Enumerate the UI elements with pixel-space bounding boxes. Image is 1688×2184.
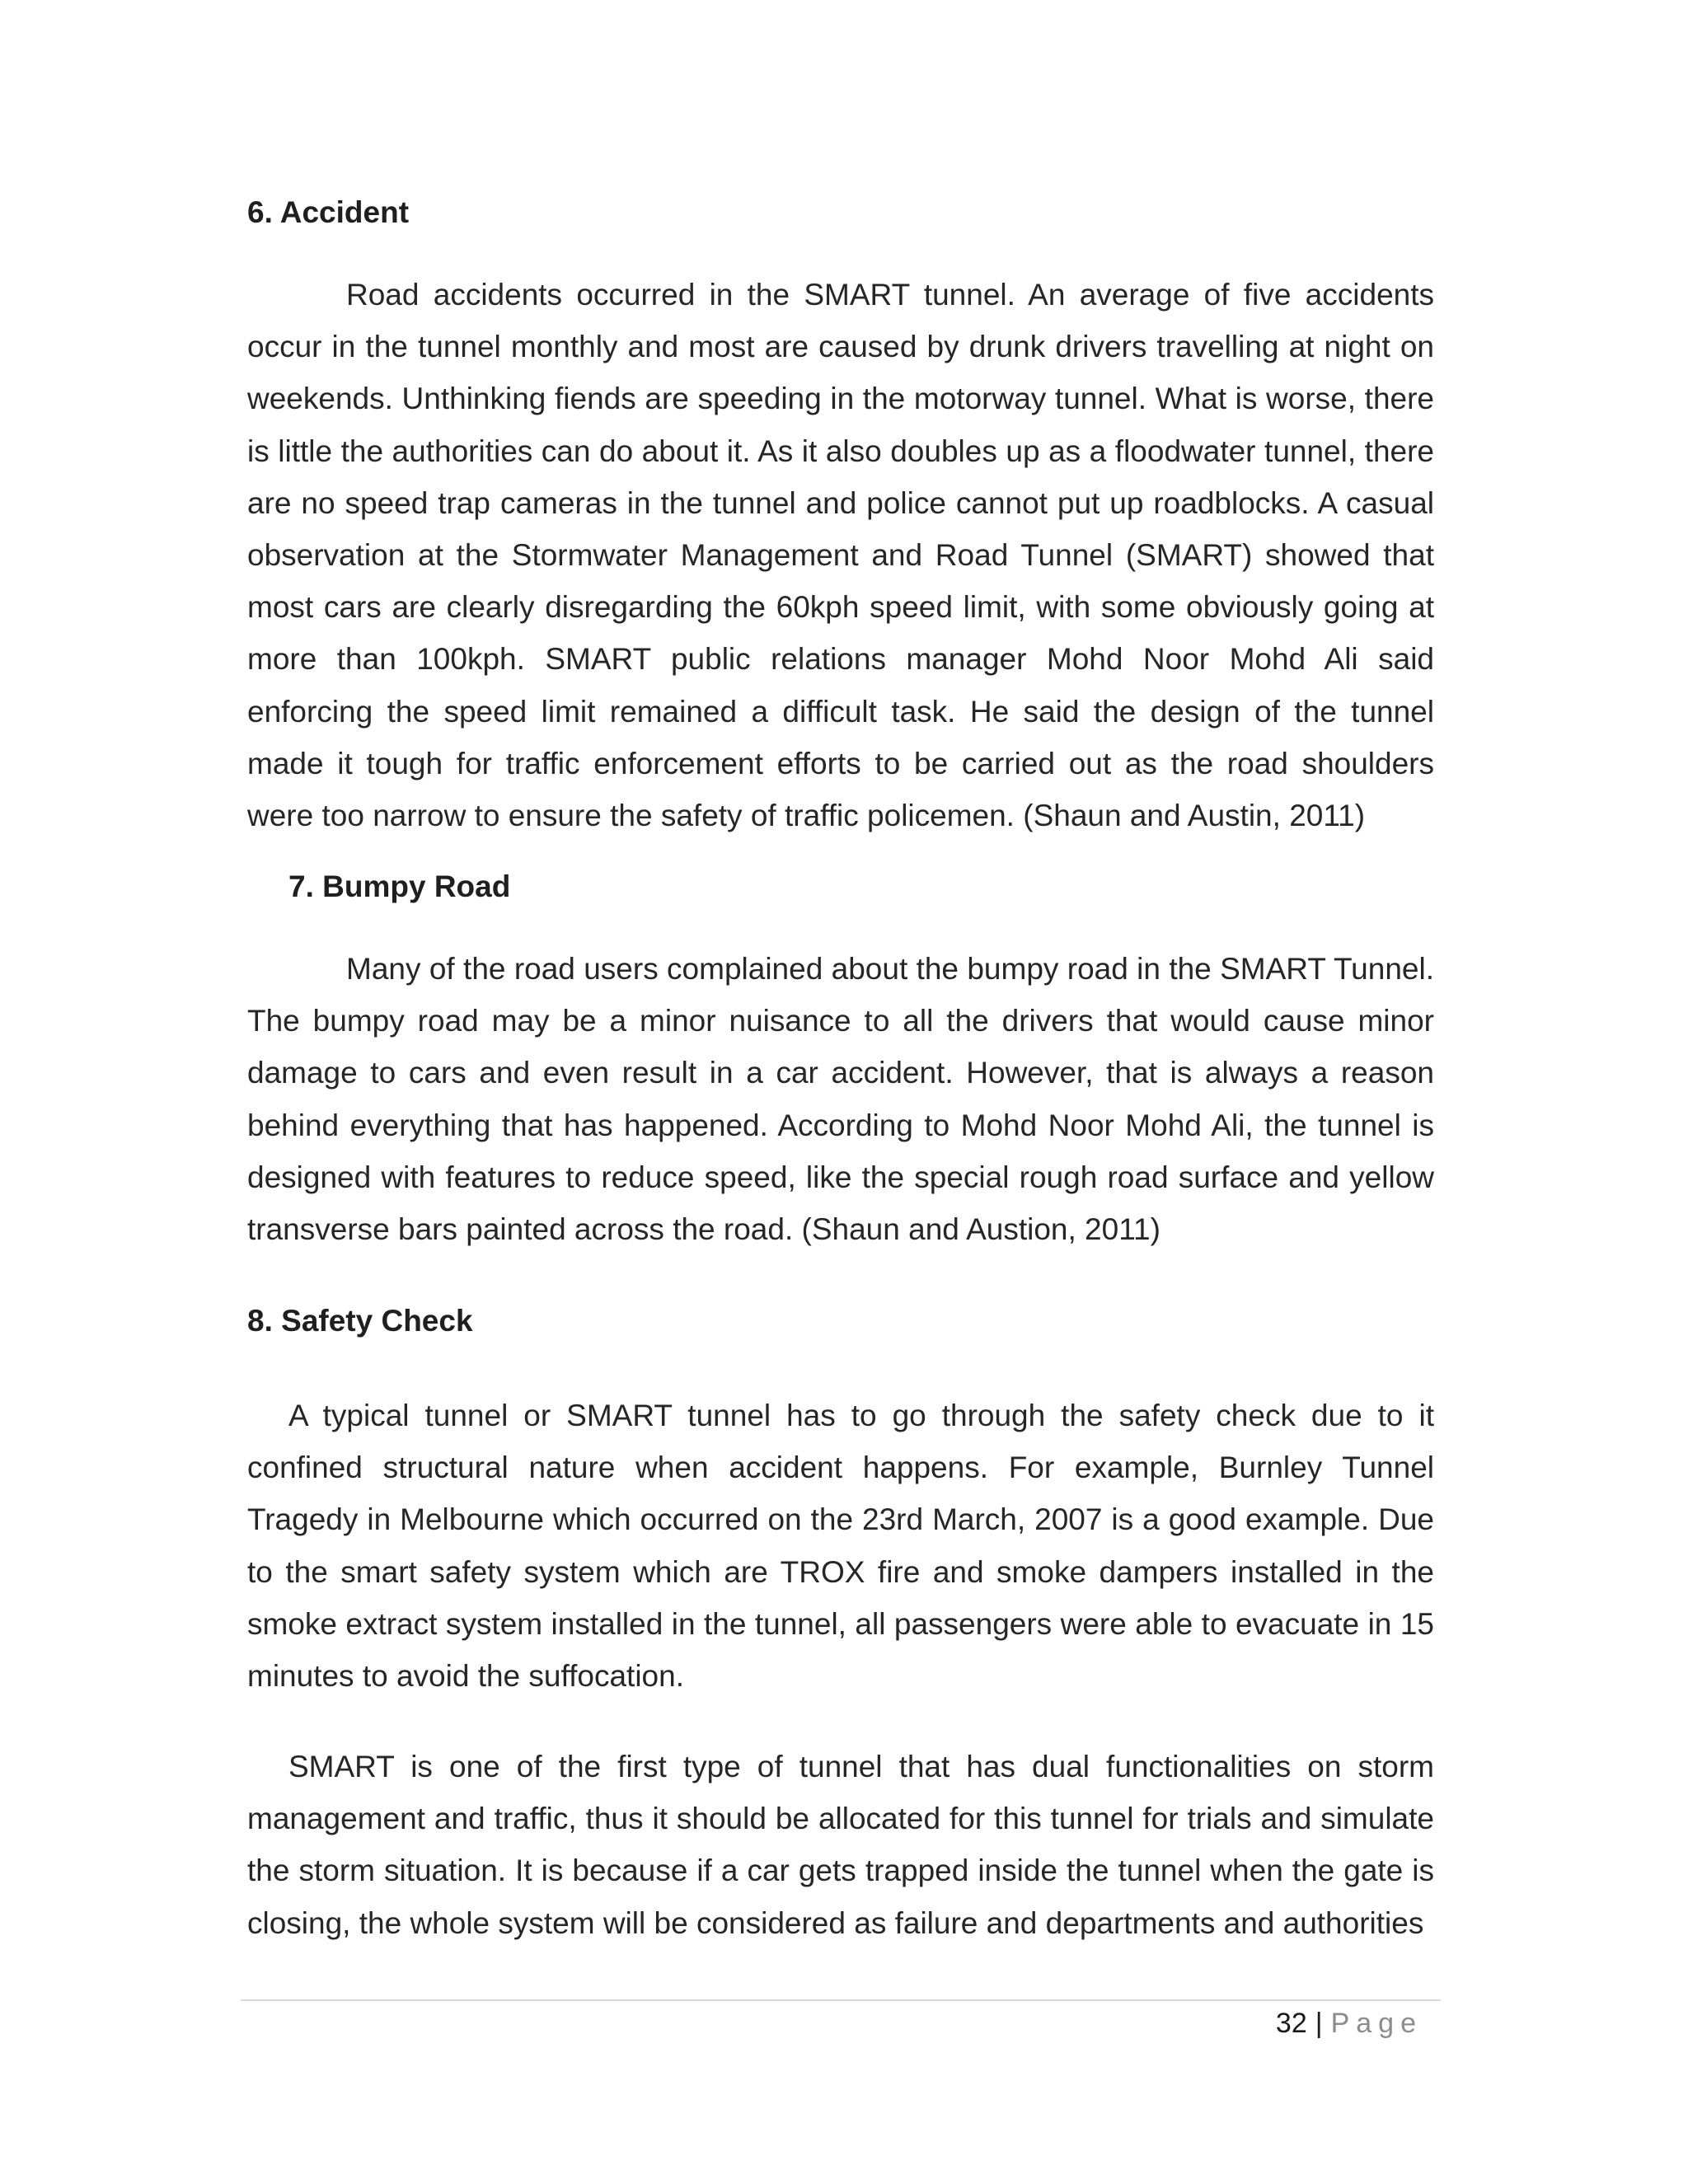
document-page [247, 0, 1434, 2184]
paragraph-safety-check-1-text: A typical tunnel or SMART tunnel has to go through the safety check due to it confined structural nature when accident happens. For example, Burnley Tunnel Tragedy in Melbourne which occurred on the 23rd March, 2007 is a good example. Due to the smart safety system which are TROX fire and smoke dampers installed in the smoke extract system installed in the tunnel, all passengers were able to evacuate in 15 minutes to avoid the suffocation. [247, 1399, 1434, 1694]
page-label: Page [1330, 2008, 1423, 2039]
paragraph-bumpy-road-text: Many of the road users complained about the bumpy road in the SMART Tunnel. The bumpy road may be a minor nuisance to all the drivers that would cause minor damage to cars and even result in a car accident. However, that is always a reason behind everything that has happened. According to Mohd Noor Mohd Ali, the tunnel is designed with features to reduce speed, like the special rough road surface and yellow transverse bars painted across the road. (Shaun and Austion, 2011) [247, 952, 1434, 1247]
paragraph-safety-check-2 [247, 1741, 1434, 1949]
section-heading-accident: 6. Accident [247, 195, 410, 229]
paragraph-accident [247, 269, 1434, 841]
page-number: 32 [1275, 2008, 1307, 2039]
paragraph-accident-text: Road accidents occurred in the SMART tunnel. An average of five accidents occur in the tunnel monthly and most are caused by drunk drivers travelling at night on weekends. Unthinking fiends are speeding in the motorway tunnel. What is worse, there is little the authorities can do about it. As it also doubles up as a floodwater tunnel, there are no speed trap cameras in the tunnel and police cannot put up roadblocks. A casual observation at the Stormwater Management and Road Tunnel (SMART) showed that most cars are clearly disregarding the 60kph speed limit, with some obviously going at more than 100kph. SMART public relations manager Mohd Noor Mohd Ali said enforcing the speed limit remained a difficult task. He said the design of the tunnel made it tough for traffic enforcement efforts to be carried out as the road shoulders were too narrow to ensure the safety of traffic policemen. (Shaun and Austin, 2011) [247, 278, 1434, 833]
paragraph-safety-check-1 [247, 1390, 1434, 1702]
section-heading-safety-check: 8. Safety Check [247, 1304, 473, 1338]
paragraph-bumpy-road [247, 943, 1434, 1255]
page-footer [1276, 2006, 1423, 2041]
paragraph-safety-check-2-text: SMART is one of the first type of tunnel that has dual functionalities on storm management and traffic, thus it should be allocated for this tunnel for trials and simulate the storm situation. It is because if a car gets trapped inside the tunnel when the gate is closing, the whole system will be considered as failure and departments and authorities [247, 1750, 1434, 1940]
footer-separator: | [1315, 2008, 1323, 2039]
section-heading-bumpy-road: 7. Bumpy Road [288, 869, 511, 903]
footer-divider [241, 1999, 1441, 2001]
